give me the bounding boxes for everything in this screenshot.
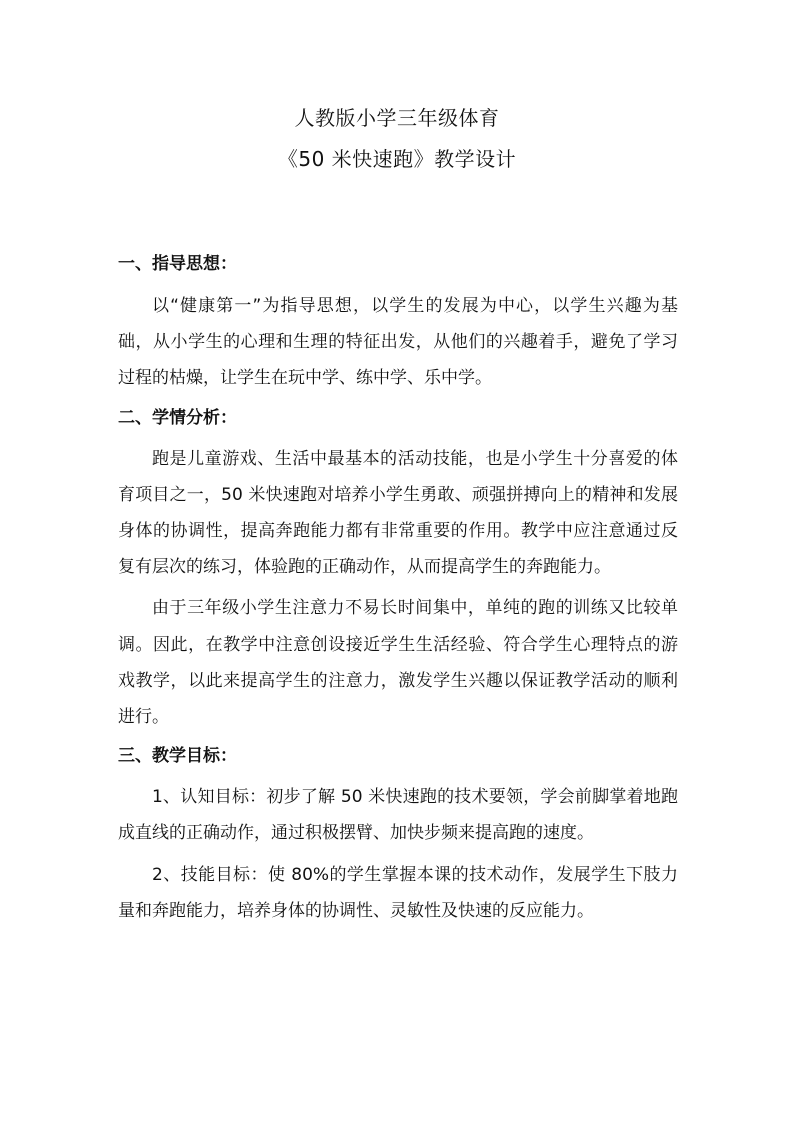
section-heading-teaching-goals: 三、教学目标：: [118, 746, 237, 767]
paragraph-guiding-ideology: 以“健康第一”为指导思想，以学生的发展为中心，以学生兴趣为基础，从小学生的心理和生理的特征出发，从他们的兴趣着手，避免了学习过程的枯燥，让学生在玩中学、练中学、乐中学。: [118, 296, 678, 389]
document-title: 人教版小学三年级体育: [294, 106, 500, 130]
document-subtitle: 《50 米快速跑》教学设计: [277, 147, 517, 171]
paragraph-student-analysis-2: 由于三年级小学生注意力不易长时间集中，单纯的跑的训练又比较单调。因此，在教学中注意创设接近学生生活经验、符合学生心理特点的游戏教学，以此来提高学生的注意力，激发学生兴趣以保证教学活动的顺利进行。: [118, 598, 678, 728]
section-heading-guiding-ideology: 一、指导思想：: [118, 254, 237, 274]
paragraph-skill-goal: 2、技能目标：使 80%的学生掌握本课的技术动作，发展学生下肢力量和奔跑能力，培养身体的协调性、灵敏性及快速的反应能力。: [118, 864, 678, 921]
section-heading-student-analysis: 二、学情分析：: [118, 407, 237, 428]
paragraph-student-analysis-1: 跑是儿童游戏、生活中最基本的活动技能，也是小学生十分喜爱的体育项目之一，50 米快速跑对培养小学生勇敢、顽强拼搏向上的精神和发展身体的协调性，提高奔跑能力都有非常重要的作用。教学中应注意通过反复有层次的练习，体验跑的正确动作，从而提高学生的奔跑能力。: [118, 448, 678, 578]
document-body: [118, 248, 678, 929]
paragraph-cognitive-goal: 1、认知目标：初步了解 50 米快速跑的技术要领，学会前脚掌着地跑成直线的正确动作，通过积极摆臂、加快步频来提高跑的速度。: [118, 787, 678, 844]
